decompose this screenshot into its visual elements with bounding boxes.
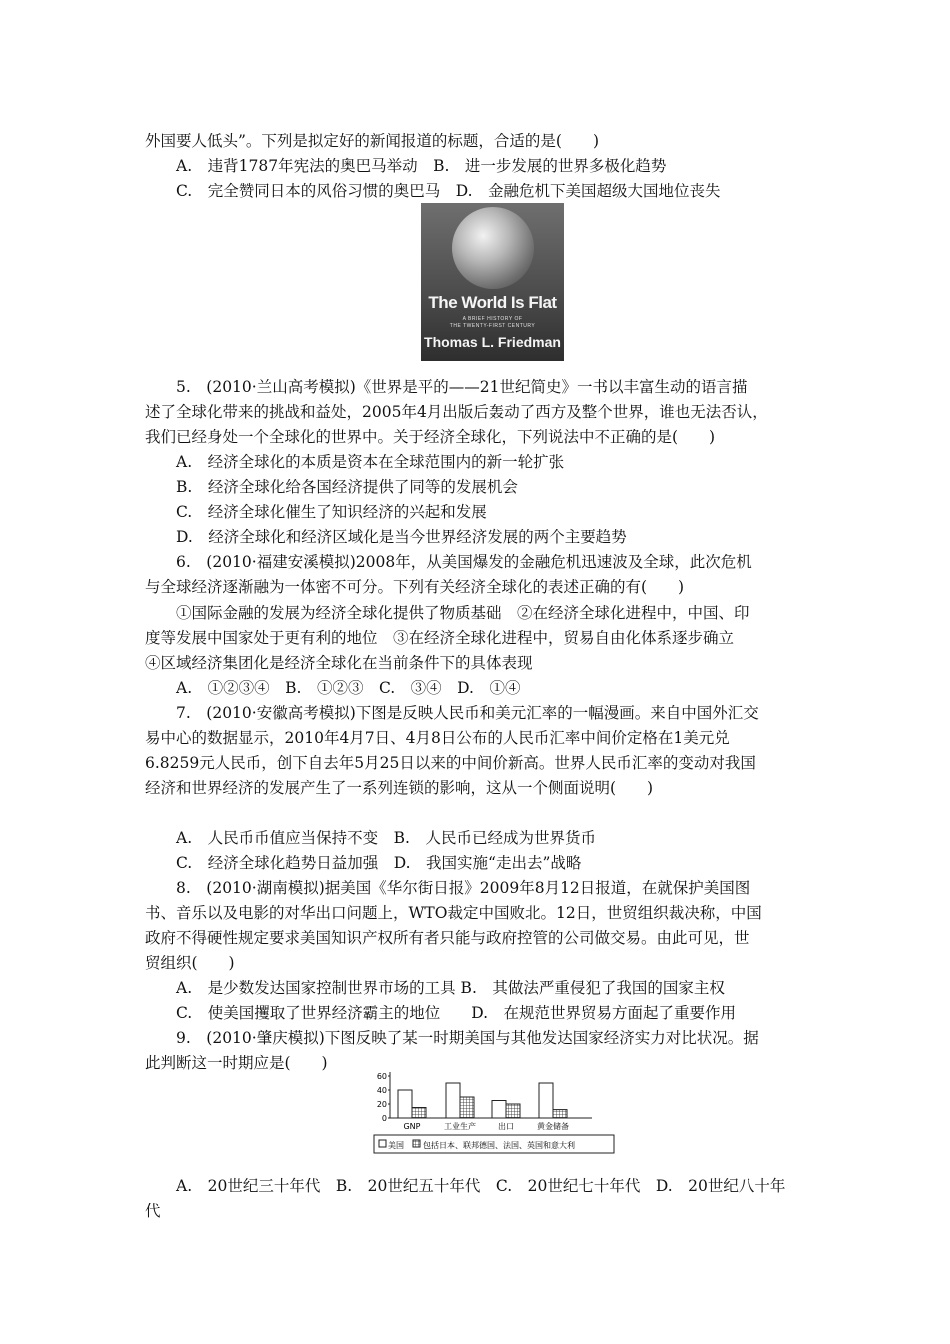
option-line: A. 人民币币值应当保持不变 B. 人民币已经成为世界货币 <box>176 829 596 847</box>
category-label: 出口 <box>498 1122 514 1131</box>
globe-icon <box>452 207 534 289</box>
book-cover-image <box>421 203 564 361</box>
option-line: D. 经济全球化和经济区域化是当今世界经济发展的两个主要趋势 <box>176 528 627 546</box>
text-line: 代 <box>145 1202 161 1220</box>
bar-others <box>506 1104 520 1118</box>
bar-us <box>398 1090 412 1118</box>
y-tick-label: 40 <box>376 1086 387 1095</box>
text-line: 我们已经身处一个全球化的世界中。关于经济全球化，下列说法中不正确的是( ) <box>145 428 716 446</box>
text-line: 外国要人低头”。下列是拟定好的新闻报道的标题，合适的是( ) <box>145 132 600 150</box>
question-line: 9. (2010·肇庆模拟)下图反映了某一时期美国与其他发达国家经济实力对比状况。据 <box>176 1029 759 1047</box>
text-line: 与全球经济逐渐融为一体密不可分。下列有关经济全球化的表述正确的有( ) <box>145 578 685 596</box>
text-line: ①国际金融的发展为经济全球化提供了物质基础 ②在经济全球化进程中，中国、印 <box>176 604 750 622</box>
y-tick-label: 60 <box>376 1072 387 1081</box>
text-line: 贸组织( ) <box>145 954 235 972</box>
option-line: A. 20世纪三十年代 B. 20世纪五十年代 C. 20世纪七十年代 D. 20世纪八十年 <box>176 1177 786 1195</box>
legend-swatch-us <box>379 1140 386 1147</box>
category-label: 工业生产 <box>444 1122 476 1131</box>
option-line: C. 完全赞同日本的风俗习惯的奥巴马 D. 金融危机下美国超级大国地位丧失 <box>176 182 721 200</box>
question-line: 5. (2010·兰山高考模拟)《世界是平的——21世纪简史》一书以丰富生动的语言描 <box>176 378 748 396</box>
legend-label-us: 美国 <box>388 1141 404 1150</box>
text-line: 易中心的数据显示，2010年4月7日、4月8日公布的人民币汇率中间价定格在1美元兑 <box>145 729 730 747</box>
bar-us <box>446 1083 460 1118</box>
text-line: 经济和世界经济的发展产生了一系列连锁的影响，这从一个侧面说明( ) <box>145 779 654 797</box>
option-line: A. 是少数发达国家控制世界市场的工具 B. 其做法严重侵犯了我国的国家主权 <box>176 979 725 997</box>
book-subtitle: A BRIEF HISTORY OF <box>462 316 523 322</box>
option-line: B. 经济全球化给各国经济提供了同等的发展机会 <box>176 478 518 496</box>
text-line: 度等发展中国家处于更有利的地位 ③在经济全球化进程中，贸易自由化体系逐步确立 <box>145 629 735 647</box>
text-line: 此判断这一时期应是( ) <box>145 1054 328 1072</box>
book-subtitle: THE TWENTY-FIRST CENTURY <box>449 323 536 329</box>
book-author: Thomas L. Friedman <box>424 334 561 350</box>
text-line: 书、音乐以及电影的对华出口问题上，WTO裁定中国败北。12日，世贸组织裁决称，中国 <box>145 904 762 922</box>
question-line: 6. (2010·福建安溪模拟)2008年，从美国爆发的金融危机迅速波及全球，此次危机 <box>176 553 752 571</box>
option-line: C. 使美国攫取了世界经济霸主的地位 D. 在规范世界贸易方面起了重要作用 <box>176 1004 737 1022</box>
y-tick-label: 20 <box>376 1100 387 1109</box>
text-line: 6.8259元人民币，创下自去年5月25日以来的中间价新高。世界人民币汇率的变动对我国 <box>145 754 756 772</box>
legend-label-others: 包括日本、联邦德国、法国、英国和意大利 <box>423 1141 575 1150</box>
text-line: ④区域经济集团化是经济全球化在当前条件下的具体表现 <box>145 654 533 672</box>
bar-others <box>553 1110 567 1118</box>
category-label: GNP <box>403 1122 421 1131</box>
legend-swatch-others <box>413 1140 420 1147</box>
category-label: 黄金储备 <box>537 1122 569 1131</box>
book-title: The World Is Flat <box>428 293 557 312</box>
economic-comparison-chart <box>370 1066 620 1158</box>
question-line: 8. (2010·湖南模拟)据美国《华尔街日报》2009年8月12日报道，在就保护美国图 <box>176 879 751 897</box>
option-line: A. 违背1787年宪法的奥巴马举动 B. 进一步发展的世界多极化趋势 <box>176 157 667 175</box>
option-line: C. 经济全球化催生了知识经济的兴起和发展 <box>176 503 487 521</box>
bar-others <box>460 1097 474 1118</box>
text-line: 述了全球化带来的挑战和益处，2005年4月出版后轰动了西方及整个世界，谁也无法否认， <box>145 403 768 421</box>
text-line: 政府不得硬性规定要求美国知识产权所有者只能与政府控管的公司做交易。由此可见，世 <box>145 929 750 947</box>
option-line: C. 经济全球化趋势日益加强 D. 我国实施“走出去”战略 <box>176 854 582 872</box>
bar-us <box>492 1101 506 1119</box>
bar-us <box>539 1083 553 1118</box>
y-tick-label: 0 <box>381 1114 387 1123</box>
option-line: A. ①②③④ B. ①②③ C. ③④ D. ①④ <box>176 679 521 697</box>
bar-others <box>412 1108 426 1119</box>
option-line: A. 经济全球化的本质是资本在全球范围内的新一轮扩张 <box>176 453 565 471</box>
question-line: 7. (2010·安徽高考模拟)下图是反映人民币和美元汇率的一幅漫画。来自中国外汇交 <box>176 704 759 722</box>
